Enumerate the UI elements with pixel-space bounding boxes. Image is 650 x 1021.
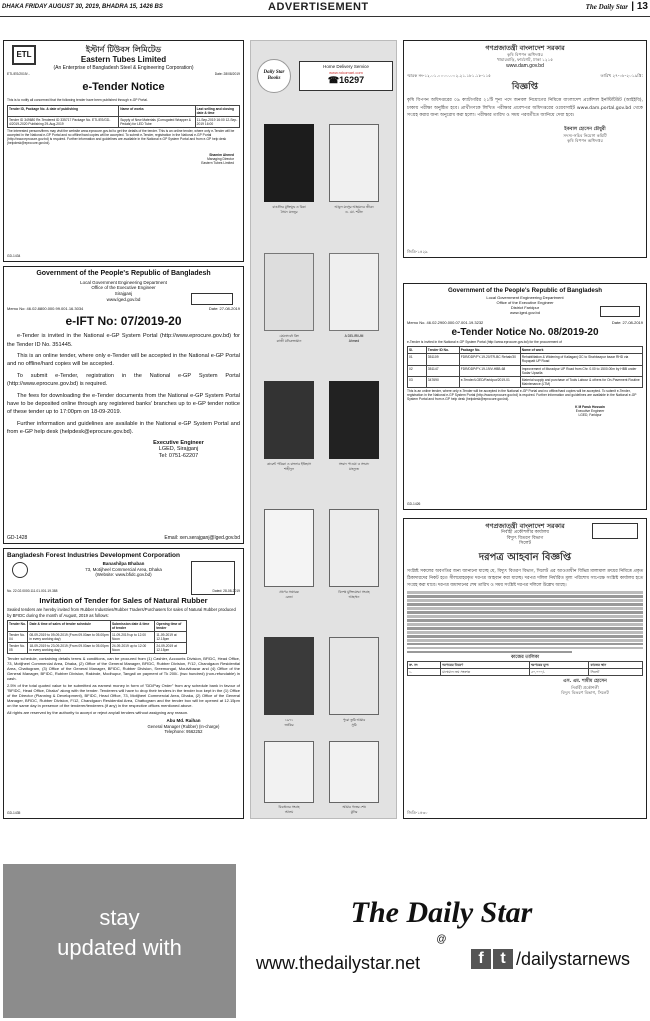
gd-number: GD-1426 <box>407 502 421 507</box>
website: www.dam.gov.bd <box>506 62 544 69</box>
district-name: District Faridpur <box>510 304 540 310</box>
facebook-icon[interactable]: f <box>471 949 491 969</box>
book-title: প্রাণের সঞ্চারক <box>279 590 299 594</box>
bangla-company-name: ইস্টার্ন টিউবস লিমিটেড <box>85 45 162 54</box>
table-row <box>408 669 643 676</box>
paragraph: The fees for downloading the e-Tender documents from the National e-GP System Portal have to be deposited online through any registered banks' branches up to e-GP tender notice of these tender up to 17:00pm on 18-09-2019. <box>7 392 240 416</box>
book-title: আমার গল্পের শেষ <box>342 805 366 809</box>
notice-body: কৃষি বিপণন অধিদপ্তরের ০৯ ক্যাটাগরির ২১টি শূন্য পদে জনবল নিয়োগের নিমিত্তে বাংলাদেশ প্রকৌশল ইনস্টিটিউট (আইইবি), ঢাকায় পরীক্ষা অনুষ্ঠিত হবে। প্রার্থীগণকে লিখিত পরীক্ষার প্রবেশপত্র অধিদপ্তরের ওয়েবসাইট www.dam.portal.gov.bd থেকে সংগ্রহ করার জন্য অনুরোধ করা হলো। পরীক্ষার তারিখ ও সময় পরবর্তীতে জানিয়ে দেয়া হবে। <box>407 98 643 119</box>
paper-name: The Daily Star <box>585 3 628 11</box>
table-cell: FDR/DDP/FY-19-19/V-HBB-68 <box>459 365 520 376</box>
notice-body: সংশ্লিষ্ট সকলের অবগতির জন্য জানানো যাচ্ছে যে, বিদ্যুৎ বিতরণ বিভাগ, সিলেট এর আওতাধীন বিভিন্ন মালামাল ক্রয়ের নিমিত্তে প্রকৃত ঠিকাদারদের নিকট হতে সীলমোহরকৃত দরপত্র আহবান করা যাচ্ছে। দরপত্র দলিল নির্ধারিত মূল্য পরিশোধ সাপেক্ষে সংশ্লিষ্ট কার্যালয় হতে সংগ্রহ করা যাবে। দরপত্র জমাদানের শেষ তারিখ ও সময় সংশ্লিষ্ট দরপত্র দলিলে উল্লেখ আছে। <box>407 568 643 589</box>
memo-date: Date: 27-08-2019 <box>611 319 643 325</box>
table-cell: 24-09-2019 at 12.15pm <box>155 643 187 654</box>
signer-tel: Tel: 0751-62207 <box>158 453 199 460</box>
signer-tel: Telephone: 9562252 <box>164 729 203 735</box>
book-title: বাঙালির মুক্তিযুদ্ধ ও চিন্তা <box>272 205 306 209</box>
memo-no: Memo No: 46.02.8800.000.99.001.16.3034 <box>7 306 84 312</box>
corp-name: Bangladesh Forest Industries Development Corporation <box>7 552 180 559</box>
memo-no: Memo No. 46.02.2900.000.07.001.19.3232 <box>407 319 484 325</box>
gd-number: জিডি-১৪৩০ <box>407 810 428 815</box>
table-title: কাজের তালিকা <box>510 655 540 661</box>
site-link[interactable]: www.thedailystar.net <box>256 953 421 973</box>
stamp-box <box>191 561 235 595</box>
table-row <box>408 365 643 376</box>
table-cell: 11-Sep-2019 16:00 12-Sep-2019 16:00 <box>195 117 239 128</box>
table-cell: FDR/DDP/FY-19-20/TR-BC Rehab/30 <box>459 354 520 365</box>
ad-daily-star-books <box>250 40 397 819</box>
table-header: Tender ID, Package No. & date of publishing <box>8 105 119 116</box>
book-author: Ahmed <box>348 339 360 343</box>
notice-title: e-IFT No: 07/2019-20 <box>65 314 182 329</box>
brand-logo: The Daily Star <box>350 896 533 929</box>
table-cell: ১. <box>408 669 441 676</box>
dept-name: বিদ্যুৎ বিতরণ বিভাগ <box>506 535 544 541</box>
intro-text: This is to notify all concerned that the following tender have been published through e-GP Portal. <box>7 97 148 102</box>
table-cell: ৫০,০০০/- <box>529 669 589 676</box>
table-header: Submission date & time of tender <box>110 620 154 631</box>
district-name: Sirajganj <box>114 291 133 296</box>
memo-date: Date: 28/08/2019 <box>214 72 240 77</box>
book-cover[interactable] <box>329 637 379 715</box>
table-row <box>8 632 187 643</box>
book-cover[interactable] <box>264 381 314 459</box>
signer-org: কৃষি বিপণন অধিদপ্তর <box>567 138 603 144</box>
book-author: মাহফুজ <box>349 467 359 471</box>
table-cell: Material supply and purchase of Tools Labour & others for On-Pavement Routine Maintenance (LTM) <box>520 376 642 387</box>
table-header: Sl. <box>408 347 427 354</box>
book-author: শাহীদুল <box>284 467 294 471</box>
social-handle[interactable]: /dailystarnews <box>516 949 631 969</box>
book-author: ড. মো. শরীফ <box>345 210 363 214</box>
table-cell: 08-09-2019 to 09-09-2019 (From 09.00am to 05.00pm in every working day) <box>29 633 109 642</box>
table-header: দরপত্রের মূল্য <box>529 662 589 669</box>
table-cell: 24-09-2019 up to 12.00 Noon <box>110 643 154 654</box>
books-logo: Daily Star Books <box>257 59 291 93</box>
table-header: Name of works <box>119 105 195 116</box>
gd-number: GD-1428 <box>7 534 28 541</box>
ad-lged-sirajganj <box>3 266 244 544</box>
signer-role: General Manager (Rubber) (In-charge) <box>147 724 220 730</box>
website: www.lged.gov.bd <box>106 296 141 302</box>
office-name: নির্বাহী প্রকৌশলীর কার্যালয় <box>500 530 550 536</box>
table-cell: Tender No. 04 <box>8 632 28 643</box>
table-header: দরপত্রের বিবরণ <box>441 662 530 669</box>
book-author: সুমি <box>351 723 357 727</box>
memo-no: ETL/ES/2019/... <box>7 72 31 77</box>
gd-number: জিডি-১৪২৯ <box>407 249 428 254</box>
book-title: বিশেষ মুক্তিযোদ্ধা সংগ্রহ <box>338 590 370 594</box>
table-cell: Tender No. 05 <box>8 643 28 654</box>
book-cover[interactable] <box>329 381 379 459</box>
signer-role: Managing Director <box>207 157 234 162</box>
corp-website: (Website: www.bfidc.gov.bd) <box>95 572 152 578</box>
table-header: ক্র. নং <box>408 662 441 669</box>
table-header: Tender No. <box>8 620 28 631</box>
table-header: Name of work <box>520 347 642 354</box>
table-cell: 11-09-2019 up to 12.00 Noon <box>110 632 154 643</box>
district-name: সিলেট <box>519 541 531 547</box>
table-row <box>8 117 240 128</box>
signer-role: সদস্য-সচিব নিয়োগ কমিটি <box>563 133 607 139</box>
stamp-box <box>592 523 638 539</box>
book-author: আলম <box>284 810 294 814</box>
dept-name: Local Government Engineering Department <box>80 279 167 285</box>
table-cell: Supply of New Materials (Corrugated Wrapper & Pedals) for LED Tube <box>119 117 195 128</box>
book-title: সংবাদ পাওয়া ও সংবাদ <box>338 462 370 466</box>
paragraph: Further information and guidelines are available in the National e-GP System Portal and from e-GP help desk (helpdesk@eprocure.gov.bd). <box>7 420 240 436</box>
banner-line-1: stay <box>99 905 140 930</box>
table-header: কাজের স্থান <box>589 662 643 669</box>
signer-name: ইকবাল হোসেন চৌধুরী <box>564 127 606 133</box>
book-cover[interactable] <box>264 637 314 715</box>
website: www.lged.gov.bd <box>510 309 540 315</box>
office-name: কৃষি বিপণন অধিদপ্তর <box>507 52 543 58</box>
signer-name: K M Faruk Hossain <box>575 404 605 409</box>
table-cell: Rehabilitation & Widening of Kaliaganj GC to Shahbazpur bazar RHD via Rupapatt UP Road <box>520 354 642 365</box>
signer-org: LGED, Faridpur <box>578 412 602 417</box>
paragraph: To submit e-Tender, registration in the National e-GP System Portal (http://www.eprocure.gov.bd) is required. <box>7 372 240 388</box>
memo-date: Date: 27-08-2019 <box>208 306 240 312</box>
works-table <box>407 346 643 388</box>
book-title: বিবর্তনের সংগ্রহ <box>278 805 300 809</box>
govt-title: গণপ্রজাতন্ত্রী বাংলাদেশ সরকার <box>485 522 565 530</box>
paragraph: e-Tender is invited in the National e-GP System Portal (http://www.eprocure.gov.bd) for the Tender ID No. 351445. <box>7 333 240 348</box>
book-author: রেজা <box>285 595 293 599</box>
at-sign: @ <box>436 934 447 945</box>
table-cell: Tender ID 349680 Re-Tendered ID 335717 Package No. ETL/ES/GD-4/2019-2020 Publishing 29-Aug-2019 <box>8 117 119 128</box>
dateline: DHAKA FRIDAY AUGUST 30, 2019, BHADRA 15, 1426 BS <box>2 4 163 10</box>
ad-lged-faridpur <box>403 283 647 510</box>
intro-text: Sealed tenders are hereby invited from Rubber Industries/Rubber Traders/Purchasers for sales of Natural Rubber produced by BFIDC during the month of August, 2019 as follows: <box>7 607 236 618</box>
table-cell: 02 <box>408 365 427 376</box>
signer-name: Executive Engineer <box>153 439 204 446</box>
signer-org: LGED, Sirajganj <box>158 446 199 453</box>
office-address: খামারবাড়ি, ফার্মগেট, ঢাকা ১২১৫ <box>496 57 554 63</box>
etl-logo: ETL <box>12 45 36 65</box>
table-cell: 18-09-2019 to 23-09-2019 (From 09.00am to 05.00pm in every working day) <box>29 644 109 653</box>
signer-email: Email: xen.serajganj@lged.gov.bd <box>164 534 240 541</box>
office-name: Office of the Executive Engineer <box>496 299 554 305</box>
signer-name: Shamim Ahmed <box>209 153 234 158</box>
govt-title: গণপ্রজাতন্ত্রী বাংলাদেশ সরকার <box>485 44 565 52</box>
book-title: A DELIRIUM <box>344 334 364 338</box>
intro-text: e-Tender is invited in the National e-GP System Portal (http://www.eprocure.gov.bd) for the procurement of <box>407 340 562 345</box>
table-cell: মালামাল ক্রয় সংক্রান্ত <box>441 669 530 676</box>
signer-role: Executive Engineer <box>575 408 605 413</box>
table-cell: 01 <box>408 354 427 365</box>
table-header: Last selling and closing date & time <box>195 105 239 116</box>
body-text: The interested persons/firms may visit the website www.eprocure.gov.bd to get the details of the tender. This is an online tender, where only e-Tender will be accepted in the National e-GP Portal and no offline/hard copies will be accepted. To submit e-Tender, registration in the National e-GP Portal (http://www.eprocure.gov.bd) is required. Further information and guidelines are available in the National e-GP System Portal and from e-GP help desk (helpdesk@eprocure.gov.bd). <box>7 129 235 146</box>
table-cell: 347690 <box>426 376 459 387</box>
ad-dam-notice <box>403 40 647 258</box>
notice-heading: দরপত্র আহবান বিজ্ঞপ্তি <box>478 552 572 563</box>
table-cell: 11-09-2019 at 12.15pm <box>155 632 187 643</box>
govt-title: Government of the People's Republic of Bangladesh <box>447 287 603 294</box>
stamp-box <box>191 293 233 305</box>
table-header: Tender ID No. <box>426 347 459 354</box>
works-table <box>407 661 643 676</box>
corp-address: 73, Motijheel Commercial Area, Dhaka <box>85 566 162 572</box>
notice-title: e-Tender Notice No. 08/2019-20 <box>451 326 599 338</box>
banner-right <box>236 864 647 1018</box>
memo-date: Dated: 28-08-2019 <box>212 589 240 593</box>
dept-name: Local Government Engineering Department <box>486 294 564 300</box>
memo-date: তারিখ ২৭-০৮-২০১৯খ্রি: <box>600 72 643 78</box>
memo-no: No. 22.02.0000.111.01.001.19.388 <box>7 589 58 593</box>
book-author: আহসান <box>348 595 360 599</box>
ad-eastern-tubes <box>3 40 244 262</box>
book-author: মুনির <box>350 810 358 814</box>
signer-org: বিদ্যুৎ বিতরণ বিভাগ, সিলেট <box>561 690 609 696</box>
paragraph: Tender schedule, containing details terms & conditions, can be procured from (1) Cashier, Accounts Division, BFIDC, Head Office, 73, Motijheel Commercial Area, Dhaka, (2) Office of the General Manager, BFIDC, Rubber Division, F/12, Chandgaon Residential Area, Chattogram, (3) Office of the General Manager, BFIDC, Rubber Division, Sreemongal, Moulvibazar and (4) Office of the General Manager, BFIDC, Rubber Division, Rakinde, Modhupur, Tangail on payment of Tk 200/- (two hundred) (non-refundable) in cash. <box>7 656 240 682</box>
body-text: This is an online tender, where only e-Tender will be accepted in the National e-GP Portal and no offline/hard copies will be accepted. To submit e-Tender, registration in the National e-GP System Portal (http://www.eprocure.gov.bd) is required. Further information and guidelines are available in the National e-GP System Portal and from e-GP help desk (helpdesk@eprocure.gov.bd). <box>407 388 637 401</box>
company-subtitle: (An Enterprise of Bangladesh Steel & Engineering Corporation) <box>53 65 194 71</box>
table-row <box>408 376 643 387</box>
book-cover[interactable] <box>264 741 314 803</box>
banner-line-2: updated with <box>57 935 182 960</box>
book-cover[interactable] <box>329 124 379 202</box>
book-title: আবুল মনসুর আহমদের জীবন <box>334 205 374 209</box>
gd-number: GD-1435 <box>7 811 21 816</box>
rubber-tender-table <box>7 620 187 655</box>
delivery-label: Home Delivery Service <box>323 64 369 69</box>
section-title: ADVERTISEMENT <box>268 1 369 13</box>
delivery-url: www.rokomari.com <box>329 69 363 75</box>
table-row <box>8 643 187 654</box>
company-name: Eastern Tubes Limited <box>80 55 167 64</box>
ad-sylhet-tender <box>403 518 647 819</box>
page-header <box>0 0 650 17</box>
table-cell: Improvement of Muradpur UP Road from Chr. 0.00 to 1500.00m by HBB under Sadar Upazila <box>520 365 642 376</box>
daily-star-banner <box>3 864 647 1018</box>
book-title: পুরো তুমি আমার <box>342 718 366 722</box>
table-header: Date & time of sales of tender schedule <box>28 620 111 631</box>
signer-org: Eastern Tubes Limited <box>201 161 234 166</box>
signer-role: নির্বাহী প্রকৌশলী <box>571 684 599 690</box>
paragraph: 2.5% of the total quoted value to be submitted as earnest money in form of "DD/Pay Order" from any schedule bank in favour of "BFIDC, Head Office, Dhaka" along with the tender. Tenderers will have to drop their tenders in the tender box kept in the (1) Office of the Director (Planning & Development), BFIDC, Head Office, 73, Motijheel Commercial Area, Dhaka, (2) Office of the General Manager, BFIDC, Rubber Division, F/12, Chandgaon Residential Area, Chattogram and the tender box will be opened at 12.15pm on the same day in presence of the tenderer/tenderers (if any) in the respective offices mentioned above. <box>7 683 240 709</box>
corp-logo <box>12 562 28 578</box>
book-author: সৈয়দ মনজুর <box>280 210 298 214</box>
book-cover[interactable] <box>264 253 314 331</box>
notice-heading: বিজ্ঞপ্তি <box>511 82 539 93</box>
paragraph: All rights are reserved by the authority to accept or reject any/all tenders without assigning any reason. <box>7 710 189 716</box>
book-cover[interactable] <box>264 509 314 587</box>
table-header: Opening time of tender <box>155 620 187 631</box>
book-title: ১৯৭১ <box>284 718 294 722</box>
book-author: কাজী মনিরুজ্জামান <box>276 339 302 343</box>
govt-title: Government of the People's Republic of Bangladesh <box>36 270 211 277</box>
table-cell: 351109 <box>426 354 459 365</box>
table-cell: সিলেট <box>589 669 643 676</box>
table-header: Package No. <box>459 347 520 354</box>
table-cell: 03 <box>408 376 427 387</box>
book-cover[interactable] <box>329 253 379 331</box>
book-author: জাকির <box>284 723 294 727</box>
book-cover[interactable] <box>264 124 314 202</box>
office-name: Office of the Executive Engineer <box>91 285 156 291</box>
stamp-box <box>600 306 640 317</box>
table-cell: 351147 <box>426 365 459 376</box>
book-cover[interactable] <box>329 509 379 587</box>
book-title: মেঘনাদবধ কিং <box>279 334 299 338</box>
signer-name: এস. এম. শামীম হোসেন <box>563 679 607 685</box>
page-number: | 13 <box>631 1 648 12</box>
table-row <box>408 354 643 365</box>
gd-number: GD-1434 <box>7 254 21 259</box>
book-title: কারেন্ট পত্রিকা ও বাংলার ইতিহাস <box>267 462 311 466</box>
bhaban-name: Banashilpa Bhaban <box>102 561 145 567</box>
book-cover[interactable] <box>329 741 379 803</box>
signer-name: Abu Md. Raihan <box>166 718 201 724</box>
ad-bfidc <box>3 548 244 819</box>
phone-icon: ☎ <box>327 74 340 85</box>
delivery-phone: ☎16297 <box>327 74 365 85</box>
paragraph: This is an online tender, where only e-Tender will be accepted in the National e-GP Portal and no offline/hard copies will be accepted. <box>7 353 240 368</box>
tender-table <box>7 105 240 128</box>
notice-title: Invitation of Tender for Sales of Natural Rubber <box>39 595 208 605</box>
table-cell: e-Tender/LGED/Faridpur/2019-01 <box>459 376 520 387</box>
banner-left <box>3 864 236 1018</box>
notice-title: e-Tender Notice <box>82 81 165 94</box>
twitter-icon[interactable]: t <box>493 949 513 969</box>
memo-no: স্মারক নং-১২.০১.০০০০.০০২.২১.১৮১.১৮-১১৫ <box>407 72 492 78</box>
